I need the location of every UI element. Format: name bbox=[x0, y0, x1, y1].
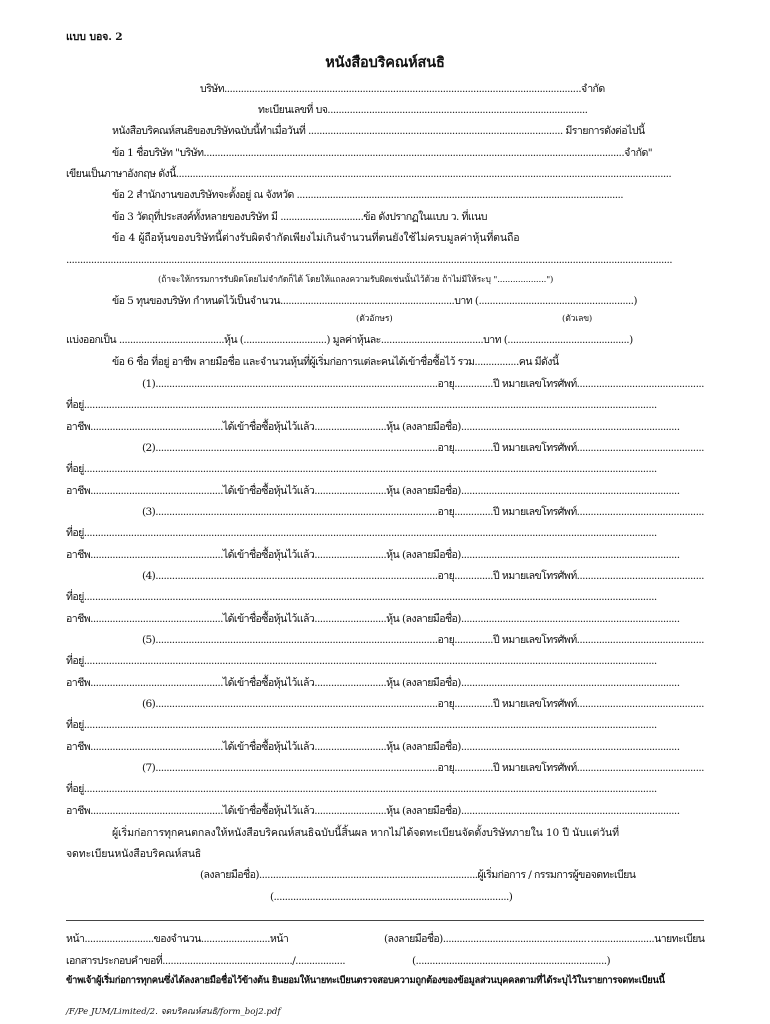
registration-number-field[interactable]: ทะเบียนเลขที่ บจ.............................................................................................. bbox=[258, 104, 588, 116]
intro-date-field[interactable]: หนังสือบริคณห์สนธิของบริษัทฉบับนี้ทำเมื่อวันที่ ............................................................................................ มีรายการดังต่อไปนี้ bbox=[112, 125, 645, 137]
promoter-signature-name-field[interactable]: (.....................................................................................) bbox=[270, 891, 513, 903]
promoter-4-occupation-field[interactable]: อาชีพ................................................ได้เข้าชื่อซื้อหุ้นไว้แล้ว..........................หุ้น (ลงลายมือชื่อ)............................................................................... bbox=[66, 613, 680, 625]
promoter-2-address-field[interactable]: ที่อยู่............................................................................................................................................................................................................... bbox=[66, 463, 657, 475]
clause4-text: ข้อ 4 ผู้ถือหุ้นของบริษัทนี้ต่างรับผิดจำกัดเพียงไม่เกินจำนวนที่ตนยังใช้ไม่ครบมูลค่าหุ้นที่ตนถือ bbox=[112, 232, 520, 244]
promoter-1-name-field[interactable]: (1)......................................................................................................อายุ..............ปี หมายเลขโทรศัพท์.............................................. bbox=[142, 378, 704, 390]
clause1-company-name[interactable]: ข้อ 1 ชื่อบริษัท "บริษัท........................................................................................................................................................จำกัด" bbox=[112, 147, 653, 159]
promoter-5-address-field[interactable]: ที่อยู่............................................................................................................................................................................................................... bbox=[66, 655, 657, 667]
clause1-english-name[interactable]: เขียนเป็นภาษาอังกฤษ ดังนี้................................................................................................................................................................................... bbox=[66, 168, 672, 180]
label-letters: (ตัวอักษร) bbox=[356, 314, 393, 324]
promoter-1-occupation-field[interactable]: อาชีพ................................................ได้เข้าชื่อซื้อหุ้นไว้แล้ว..........................หุ้น (ลงลายมือชื่อ)............................................................................... bbox=[66, 421, 680, 433]
closing-text-cont: จดทะเบียนหนังสือบริคณห์สนธิ bbox=[66, 848, 202, 860]
label-digits: (ตัวเลข) bbox=[562, 314, 593, 324]
page-count-field[interactable]: หน้า.........................ของจำนวน.........................หน้า bbox=[66, 933, 289, 945]
registrar-name-field[interactable]: (.....................................................................) bbox=[412, 955, 611, 967]
promoter-4-address-field[interactable]: ที่อยู่............................................................................................................................................................................................................... bbox=[66, 591, 657, 603]
registrar-signature-field[interactable]: (ลงลายมือชื่อ)...................................................…......................นายทะเบียน bbox=[384, 933, 705, 945]
declaration-text: ข้าพเจ้าผู้เริ่มก่อการทุกคนซึ่งได้ลงลายมือชื่อไว้ข้างต้น ยินยอมให้นายทะเบียนตรวจสอบความถูกต้องของข้อมูลส่วนบุคคลตามที่ได้ระบุไว้ในรายการจดทะเบียนนี้ bbox=[66, 975, 665, 986]
clause2-province[interactable]: ข้อ 2 สำนักงานของบริษัทจะตั้งอยู่ ณ จังหวัด ...................................................................................................................... bbox=[112, 189, 624, 201]
clause3-objectives[interactable]: ข้อ 3 วัตถุที่ประสงค์ทั้งหลายของบริษัท มี ..............................ข้อ ดังปรากฏในแบบ ว. ที่แนบ bbox=[112, 211, 487, 223]
form-code: แบบ บอจ. 2 bbox=[66, 31, 123, 43]
promoter-7-name-field[interactable]: (7)......................................................................................................อายุ..............ปี หมายเลขโทรศัพท์.............................................. bbox=[142, 762, 704, 774]
page-title: หนังสือบริคณห์สนธิ bbox=[325, 54, 445, 71]
promoter-2-occupation-field[interactable]: อาชีพ................................................ได้เข้าชื่อซื้อหุ้นไว้แล้ว..........................หุ้น (ลงลายมือชื่อ)............................................................................... bbox=[66, 485, 680, 497]
promoter-3-occupation-field[interactable]: อาชีพ................................................ได้เข้าชื่อซื้อหุ้นไว้แล้ว..........................หุ้น (ลงลายมือชื่อ)............................................................................... bbox=[66, 549, 680, 561]
clause5-capital[interactable]: ข้อ 5 ทุนของบริษัท กำหนดไว้เป็นจำนวน...............................................................บาท (........................................................) bbox=[112, 295, 637, 307]
promoter-4-name-field[interactable]: (4)......................................................................................................อายุ..............ปี หมายเลขโทรศัพท์.............................................. bbox=[142, 570, 704, 582]
promoter-6-name-field[interactable]: (6)......................................................................................................อายุ..............ปี หมายเลขโทรศัพท์.............................................. bbox=[142, 698, 704, 710]
clause4-field[interactable]: ........................................................................................................................................................................................................................... bbox=[66, 254, 673, 266]
promoter-3-address-field[interactable]: ที่อยู่............................................................................................................................................................................................................... bbox=[66, 527, 657, 539]
promoter-7-occupation-field[interactable]: อาชีพ................................................ได้เข้าชื่อซื้อหุ้นไว้แล้ว..........................หุ้น (ลงลายมือชื่อ)............................................................................... bbox=[66, 805, 680, 817]
clause4-note: (ถ้าจะให้กรรมการรับผิดโดยไม่จำกัดก็ได้ โดยให้แถลงความรับผิดเช่นนั้นไว้ด้วย ถ้าไม่มีให้ระบุ "...................") bbox=[158, 275, 554, 285]
divider bbox=[66, 920, 704, 921]
promoter-5-name-field[interactable]: (5)......................................................................................................อายุ..............ปี หมายเลขโทรศัพท์.............................................. bbox=[142, 634, 704, 646]
promoter-1-address-field[interactable]: ที่อยู่............................................................................................................................................................................................................... bbox=[66, 399, 657, 411]
promoter-6-address-field[interactable]: ที่อยู่............................................................................................................................................................................................................... bbox=[66, 719, 657, 731]
promoter-signature-field[interactable]: (ลงลายมือชื่อ)...............................................................................ผู้เริ่มก่อการ / กรรมการผู้ขอจดทะเบียน bbox=[200, 869, 636, 881]
promoter-7-address-field[interactable]: ที่อยู่............................................................................................................................................................................................................... bbox=[66, 783, 657, 795]
closing-text: ผู้เริ่มก่อการทุกคนตกลงให้หนังสือบริคณห์สนธิฉบับนี้สิ้นผล หากไม่ได้จดทะเบียนจัดตั้งบริษัทภายใน 10 ปี นับแต่วันที่ bbox=[112, 827, 619, 839]
clause6-text[interactable]: ข้อ 6 ชื่อ ที่อยู่ อาชีพ ลายมือชื่อ และจำนวนหุ้นที่ผู้เริ่มก่อการแต่ละคนได้เข้าชื่อซื้อไว้ รวม................คน มีดังนี้ bbox=[112, 356, 559, 368]
promoter-2-name-field[interactable]: (2)......................................................................................................อายุ..............ปี หมายเลขโทรศัพท์.............................................. bbox=[142, 442, 704, 454]
document-number-field[interactable]: เอกสารประกอบคำขอที่.............................................../.................. bbox=[66, 955, 345, 967]
promoter-3-name-field[interactable]: (3)......................................................................................................อายุ..............ปี หมายเลขโทรศัพท์.............................................. bbox=[142, 506, 704, 518]
clause5-shares[interactable]: แบ่งออกเป็น ......................................หุ้น (..............................) มูลค่าหุ้นละ.....................................บาท (............................................) bbox=[66, 334, 633, 346]
promoter-5-occupation-field[interactable]: อาชีพ................................................ได้เข้าชื่อซื้อหุ้นไว้แล้ว..........................หุ้น (ลงลายมือชื่อ)............................................................................... bbox=[66, 677, 680, 689]
promoter-6-occupation-field[interactable]: อาชีพ................................................ได้เข้าชื่อซื้อหุ้นไว้แล้ว..........................หุ้น (ลงลายมือชื่อ)............................................................................... bbox=[66, 741, 680, 753]
file-path-footer: /F/Pe JUM/Limited/2. จดบริคณห์สนธิ/form_boj2.pdf bbox=[66, 1007, 281, 1017]
company-name-field[interactable]: บริษัท.................................................................................................................................จำกัด bbox=[200, 83, 605, 95]
